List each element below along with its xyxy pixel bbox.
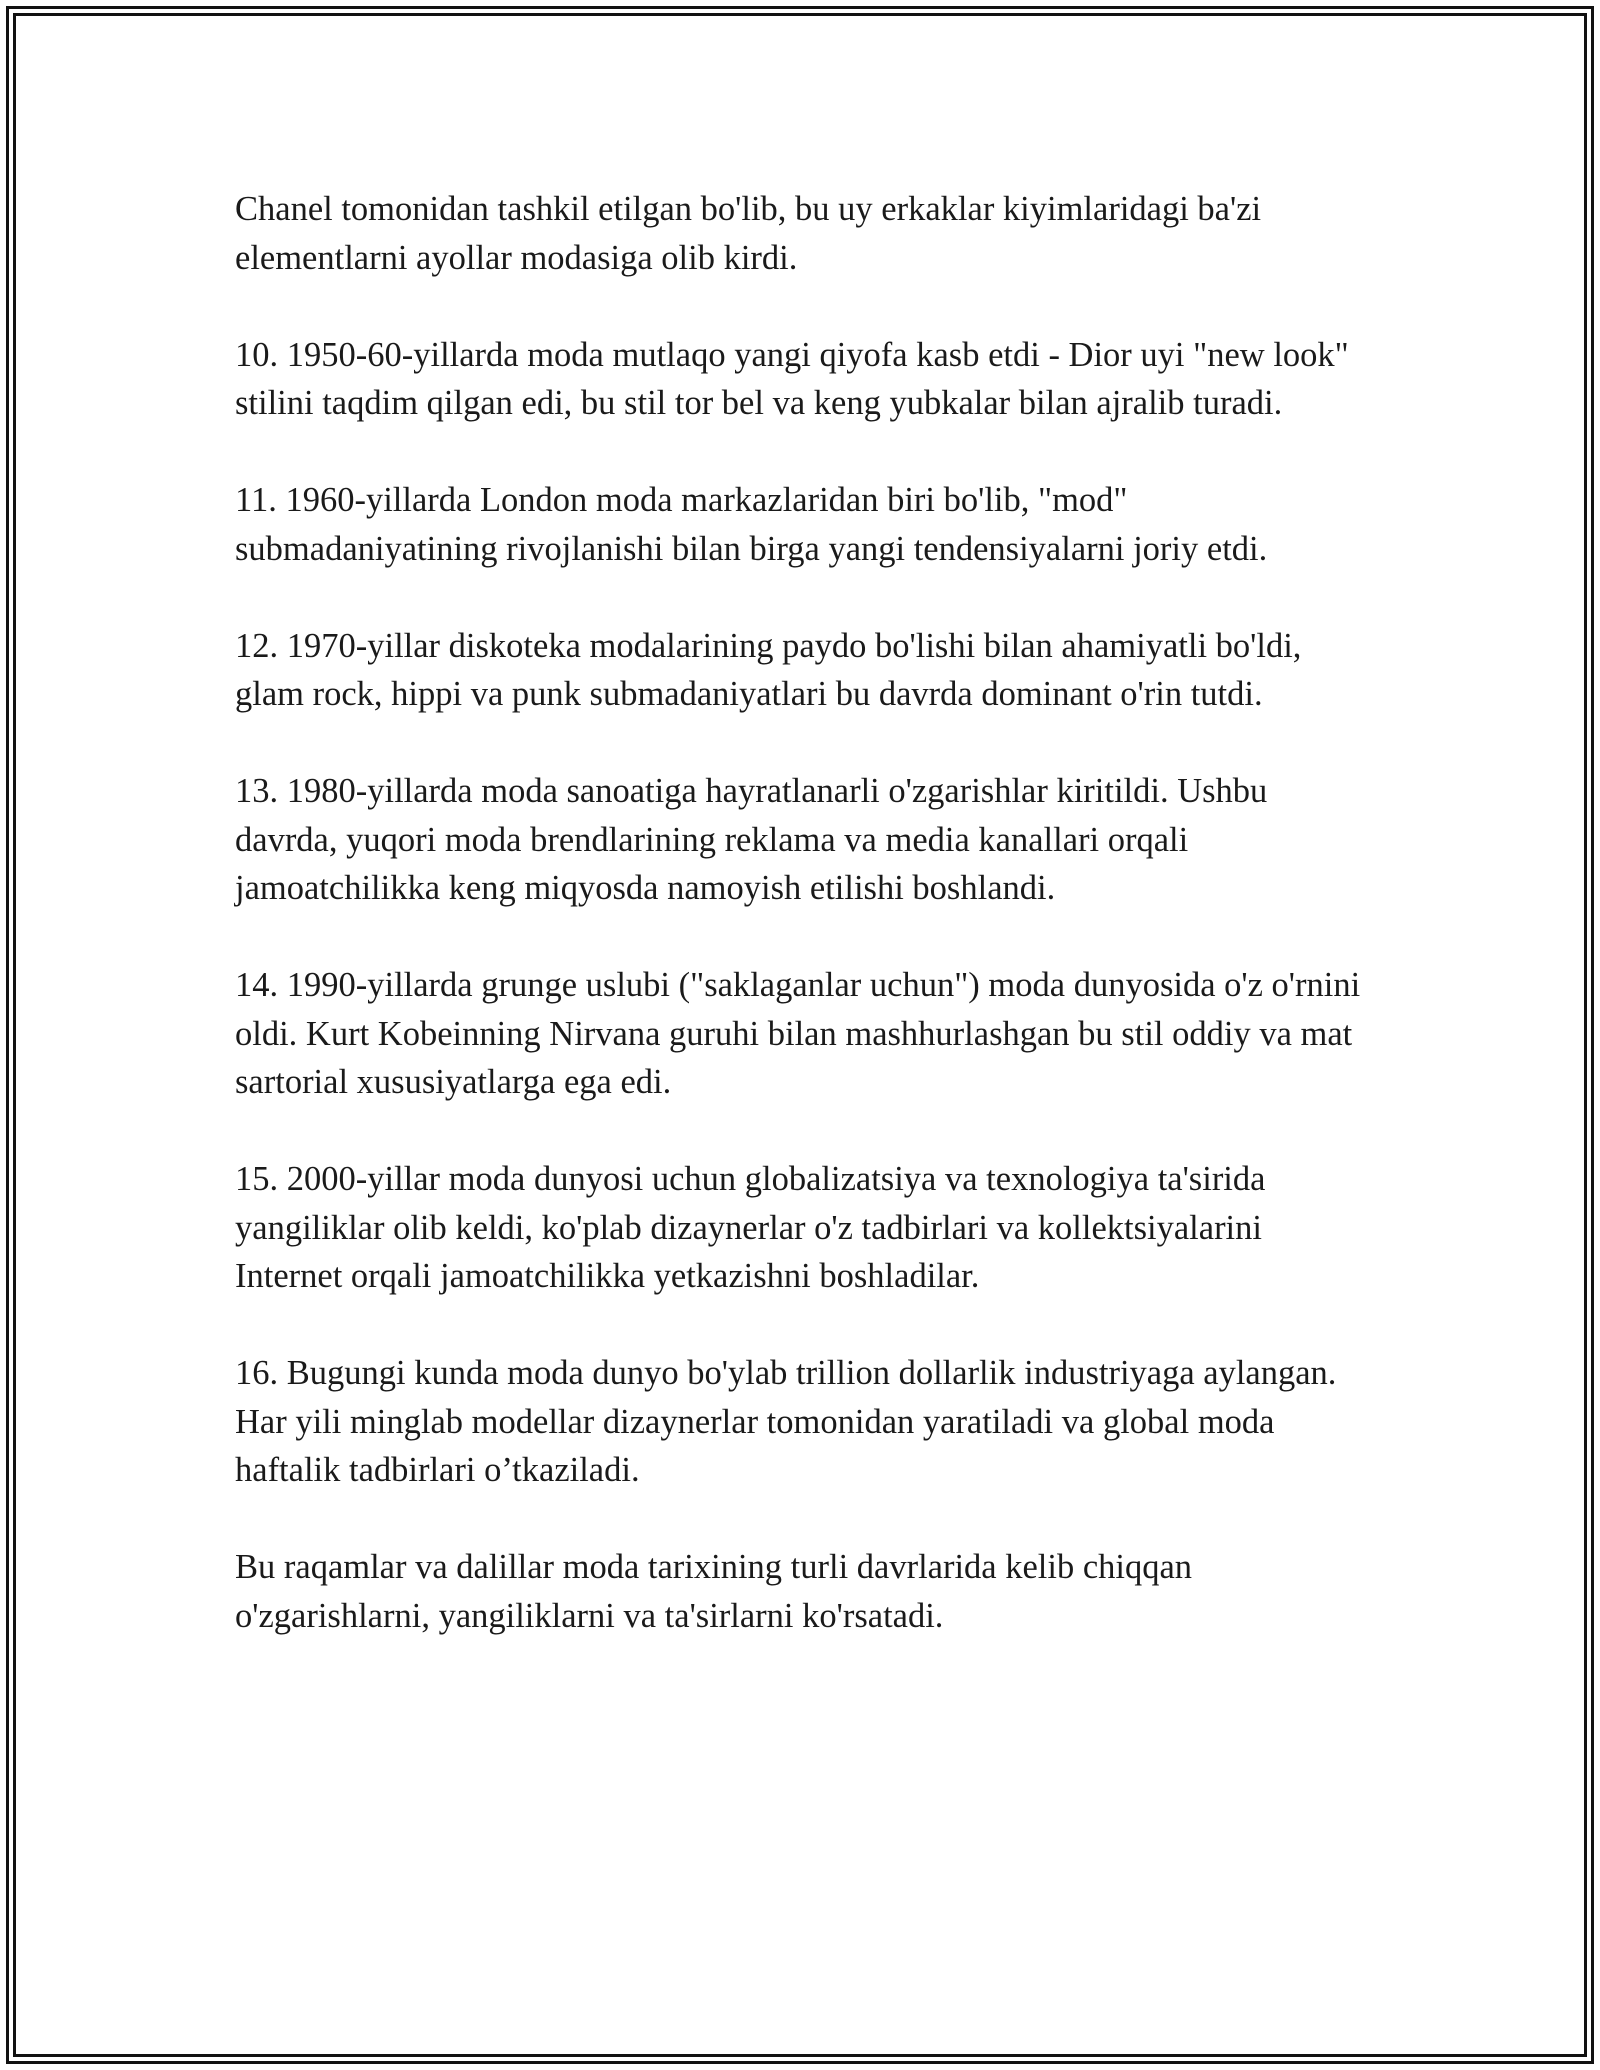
paragraph-conclusion: Bu raqamlar va dalillar moda tarixining turli davrlarida kelib chiqqan o'zgarishlarni, yangiliklarni va ta'sirlarni ko'rsatadi. (235, 1548, 1193, 1635)
paragraph-item-12: 12. 1970-yillar diskoteka modalarining paydo bo'lishi bilan ahamiyatli bo'ldi, glam rock, hippi va punk submadaniyatlari bu davrda dominant o'rin tutdi. (235, 626, 1302, 713)
paragraph-item-15: 15. 2000-yillar moda dunyosi uchun globalizatsiya va texnologiya ta'sirida yangiliklar olib keldi, ko'plab dizaynerlar o'z tadbirlari va kollektsiyalarini Internet orqali jamoatchilikka yetkazishni boshladilar. (235, 1160, 1266, 1295)
document-body (235, 185, 1365, 1640)
paragraph-item-16: 16. Bugungi kunda moda dunyo bo'ylab trillion dollarlik industriyaga aylangan. Har yili minglab modellar dizaynerlar tomonidan yaratiladi va global moda haftalik tadbirlari o’tkaziladi. (235, 1354, 1337, 1489)
paragraph-item-14: 14. 1990-yillarda grunge uslubi ("saklaganlar uchun") moda dunyosida o'z o'rnini oldi. Kurt Kobeinning Nirvana guruhi bilan mashhurlashgan bu stil oddiy va mat sartorial xususiyatlarga ega edi. (235, 966, 1361, 1101)
paragraph-item-11: 11. 1960-yillarda London moda markazlaridan biri bo'lib, "mod" submadaniyatining rivojlanishi bilan birga yangi tendensiyalarni joriy etdi. (235, 481, 1268, 568)
paragraph-item-10: 10. 1950-60-yillarda moda mutlaqo yangi qiyofa kasb etdi - Dior uyi "new look" stilini taqdim qilgan edi, bu stil tor bel va keng yubkalar bilan ajralib turadi. (235, 335, 1349, 422)
paragraph-item-13: 13. 1980-yillarda moda sanoatiga hayratlanarli o'zgarishlar kiritildi. Ushbu davrda, yuqori moda brendlarining reklama va media kanallari orqali jamoatchilikka keng miqyosda namoyish etilishi boshlandi. (235, 772, 1268, 907)
paragraph-chanel-continuation: Chanel tomonidan tashkil etilgan bo'lib, bu uy erkaklar kiyimlaridagi ba'zi elementlarni ayollar modasiga olib kirdi. (235, 190, 1262, 277)
